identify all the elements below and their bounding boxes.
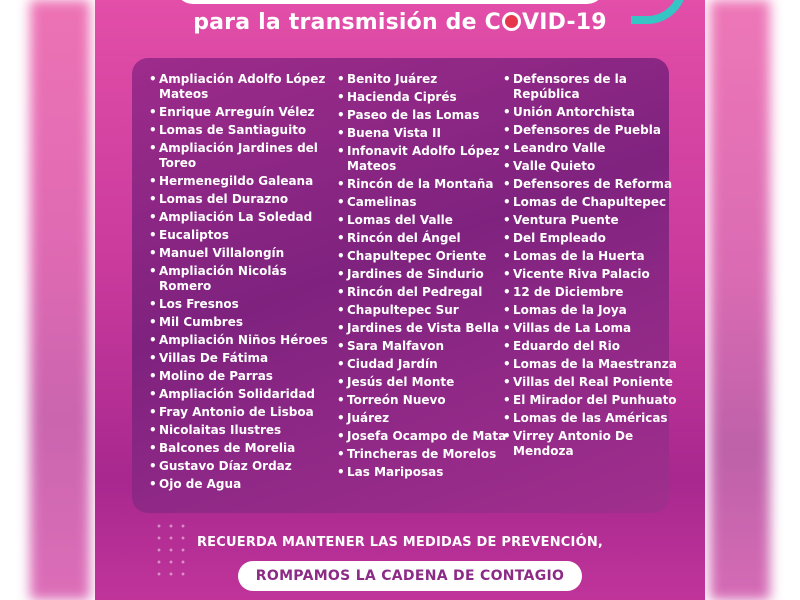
neighborhood-item: • Jardines de Vista Bella <box>337 321 509 336</box>
neighborhood-item: • Lomas de Santiaguito <box>149 123 329 138</box>
neighborhood-item: • Eduardo del Rio <box>503 339 683 354</box>
neighborhood-item: • Del Empleado <box>503 231 683 246</box>
neighborhood-item: • Villas de La Loma <box>503 321 683 336</box>
neighborhood-item: • Buena Vista II <box>337 126 509 141</box>
neighborhood-item: • Lomas de Chapultepec <box>503 195 683 210</box>
covid-poster <box>95 0 705 600</box>
blurred-background-right <box>710 0 770 600</box>
neighborhood-item: • Las Mariposas <box>337 465 509 480</box>
neighborhood-item: • Ampliación Jardines del Toreo <box>149 141 329 171</box>
neighborhood-item: • Villas De Fátima <box>149 351 329 366</box>
neighborhood-item: • Sara Malfavon <box>337 339 509 354</box>
neighborhood-item: • Lomas del Valle <box>337 213 509 228</box>
neighborhood-item: • Nicolaitas Ilustres <box>149 423 329 438</box>
neighborhood-item: • Ampliación Nicolás Romero <box>149 264 329 294</box>
neighborhood-item: • Torreón Nuevo <box>337 393 509 408</box>
neighborhood-item: • Infonavit Adolfo López Mateos <box>337 144 509 174</box>
neighborhood-item: • Rincón del Pedregal <box>337 285 509 300</box>
neighborhood-item: • Los Fresnos <box>149 297 329 312</box>
neighborhood-item: • Ciudad Jardín <box>337 357 509 372</box>
neighborhood-item: • Ampliación La Soledad <box>149 210 329 225</box>
neighborhood-item: • Defensores de Reforma <box>503 177 683 192</box>
covid-letters-rest: VID-19 <box>521 10 607 35</box>
slogan-pill: ROMPAMOS LA CADENA DE CONTAGIO <box>238 561 582 591</box>
neighborhood-item: • Defensores de la República <box>503 72 683 102</box>
covid-letter-c: C <box>484 10 501 35</box>
neighborhood-item: • Mil Cumbres <box>149 315 329 330</box>
neighborhood-item: • Benito Juárez <box>337 72 509 87</box>
neighborhood-item: • Ampliación Adolfo López Mateos <box>149 72 329 102</box>
neighborhood-item: • Ampliación Solidaridad <box>149 387 329 402</box>
neighborhood-item: • Fray Antonio de Lisboa <box>149 405 329 420</box>
blurred-background-left <box>30 0 90 600</box>
neighborhood-item: • Lomas de las Américas <box>503 411 683 426</box>
neighborhood-item: • Lomas de la Huerta <box>503 249 683 264</box>
neighborhood-item: • Ventura Puente <box>503 213 683 228</box>
neighborhood-item: • Eucaliptos <box>149 228 329 243</box>
neighborhood-item: • Jardines de Sindurio <box>337 267 509 282</box>
neighborhood-item: • Lomas de la Maestranza <box>503 357 683 372</box>
neighborhood-item: • Villas del Real Poniente <box>503 375 683 390</box>
neighborhood-item: • Camelinas <box>337 195 509 210</box>
poster-subtitle <box>95 10 705 35</box>
covid-word <box>485 10 607 35</box>
neighborhood-item: • Unión Antorchista <box>503 105 683 120</box>
neighborhood-item: • Manuel Villalongín <box>149 246 329 261</box>
neighborhood-column-2 <box>337 72 509 483</box>
neighborhood-item: • Rincón de la Montaña <box>337 177 509 192</box>
neighborhood-column-3 <box>503 72 683 462</box>
neighborhood-item: • Hacienda Ciprés <box>337 90 509 105</box>
neighborhood-item: • Hermenegildo Galeana <box>149 174 329 189</box>
neighborhood-item: • Chapultepec Oriente <box>337 249 509 264</box>
neighborhood-item: • Balcones de Morelia <box>149 441 329 456</box>
neighborhood-column-1 <box>149 72 329 495</box>
neighborhood-item: • Ampliación Niños Héroes <box>149 333 329 348</box>
neighborhood-item: • Ojo de Agua <box>149 477 329 492</box>
dot-pattern-decoration <box>153 520 193 580</box>
neighborhood-item: • Valle Quieto <box>503 159 683 174</box>
neighborhood-item: • Gustavo Díaz Ordaz <box>149 459 329 474</box>
subtitle-text: para la transmisión de <box>193 10 485 35</box>
neighborhood-item: • Trincheras de Morelos <box>337 447 509 462</box>
neighborhood-item: • Enrique Arreguín Vélez <box>149 105 329 120</box>
neighborhood-item: • Rincón del Ángel <box>337 231 509 246</box>
neighborhood-item: • Lomas del Durazno <box>149 192 329 207</box>
neighborhood-item: • Defensores de Puebla <box>503 123 683 138</box>
prevention-reminder: RECUERDA MANTENER LAS MEDIDAS DE PREVENCIÓN, <box>196 535 604 550</box>
poster-header-banner <box>175 0 605 4</box>
neighborhood-item: • Virrey Antonio De Mendoza <box>503 429 683 459</box>
virus-icon <box>502 12 521 31</box>
neighborhood-item: • Paseo de las Lomas <box>337 108 509 123</box>
neighborhood-item: • Jesús del Monte <box>337 375 509 390</box>
neighborhood-item: • Chapultepec Sur <box>337 303 509 318</box>
neighborhood-item: • Molino de Parras <box>149 369 329 384</box>
neighborhood-item: • Josefa Ocampo de Mata <box>337 429 509 444</box>
neighborhood-item: • Vicente Riva Palacio <box>503 267 683 282</box>
neighborhood-item: • Lomas de la Joya <box>503 303 683 318</box>
neighborhood-item: • El Mirador del Punhuato <box>503 393 683 408</box>
neighborhood-item: • 12 de Diciembre <box>503 285 683 300</box>
neighborhood-item: • Leandro Valle <box>503 141 683 156</box>
neighborhood-item: • Juárez <box>337 411 509 426</box>
